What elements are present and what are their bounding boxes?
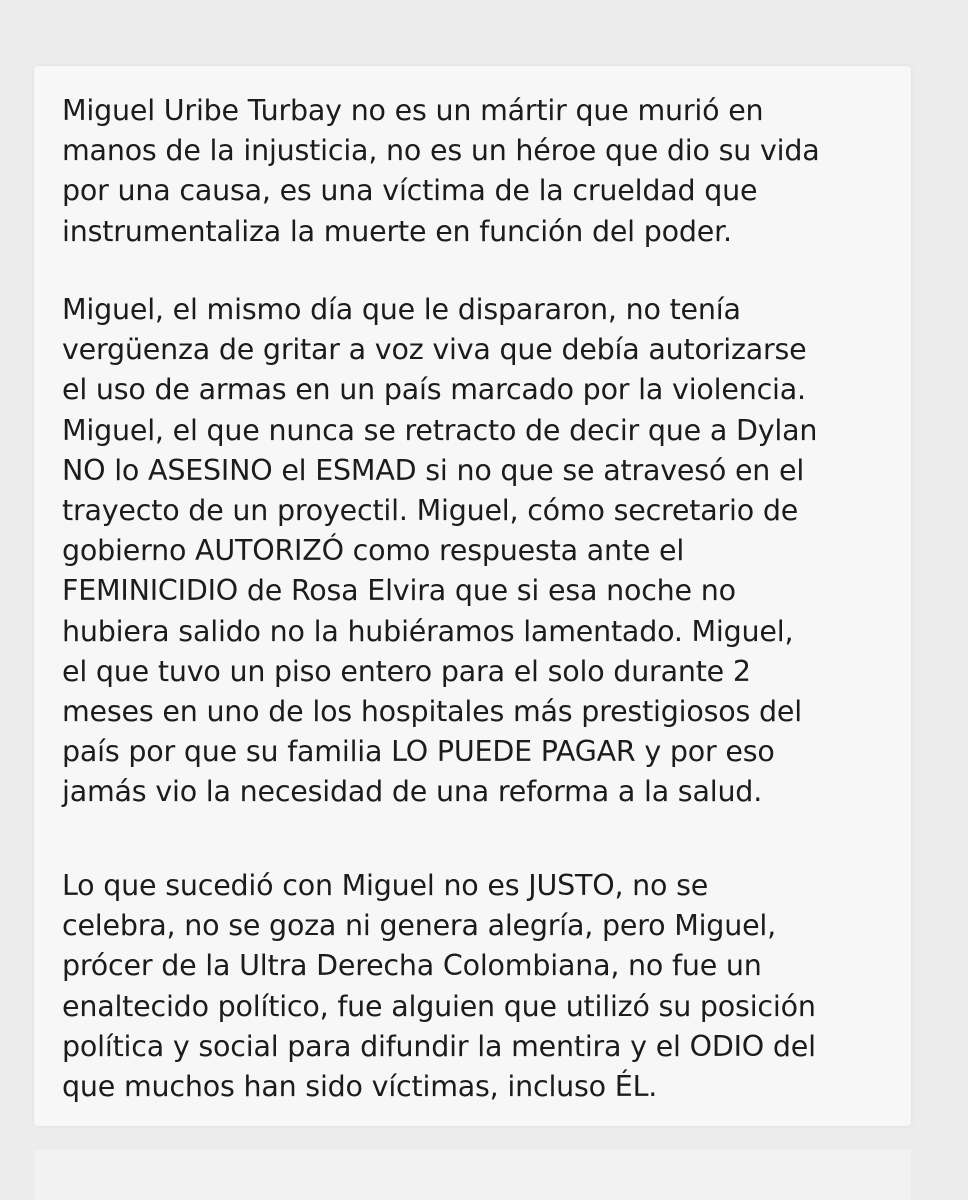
paragraph-1 [62,91,898,252]
text-line: NO lo ASESINO el ESMAD si no que se atravesó en el [62,453,805,487]
text-line: el uso de armas en un país marcado por la violencia. [62,373,806,407]
text-line: meses en uno de los hospitales más prestigiosos del [62,695,802,729]
text-line: enaltecido político, fue alguien que utilizó su posición [62,989,816,1023]
bottom-card-edge [34,1150,911,1200]
text-line: Miguel Uribe Turbay no es un mártir que murió en [62,94,764,127]
text-line: instrumentaliza la muerte en función del poder. [62,214,732,248]
text-line: FEMINICIDIO de Rosa Elvira que si esa noche no [62,574,736,608]
text-line: manos de la injusticia, no es un héroe que dio su vida [62,134,820,168]
text-line: prócer de la Ultra Derecha Colombiana, no fue un [62,949,762,983]
text-line: Miguel, el que nunca se retracto de decir que a Dylan [62,413,818,447]
text-line: el que tuvo un piso entero para el solo durante 2 [62,654,751,688]
text-line: hubiera salido no la hubiéramos lamentado. Miguel, [62,614,794,648]
text-line: jamás vio la necesidad de una reforma a la salud. [62,775,763,809]
text-line: gobierno AUTORIZÓ como respuesta ante el [62,534,685,568]
text-line: política y social para difundir la mentira y el ODIO del [62,1029,816,1063]
text-line: país por que su familia LO PUEDE PAGAR y por eso [62,735,775,769]
text-line: por una causa, es una víctima de la crueldad que [62,174,758,208]
text-line: que muchos han sido víctimas, incluso ÉL. [62,1070,658,1104]
text-line: Miguel, el mismo día que le dispararon, no tenía [62,293,741,326]
text-line: vergüenza de gritar a voz viva que debía autorizarse [62,333,807,367]
text-line: trayecto de un proyectil. Miguel, cómo secretario de [62,494,799,528]
paragraph-3 [62,866,898,1107]
paragraph-2 [62,290,898,813]
text-line: celebra, no se goza ni genera alegría, pero Miguel, [62,909,776,943]
text-line: Lo que sucedió con Miguel no es JUSTO, no se [62,869,709,902]
